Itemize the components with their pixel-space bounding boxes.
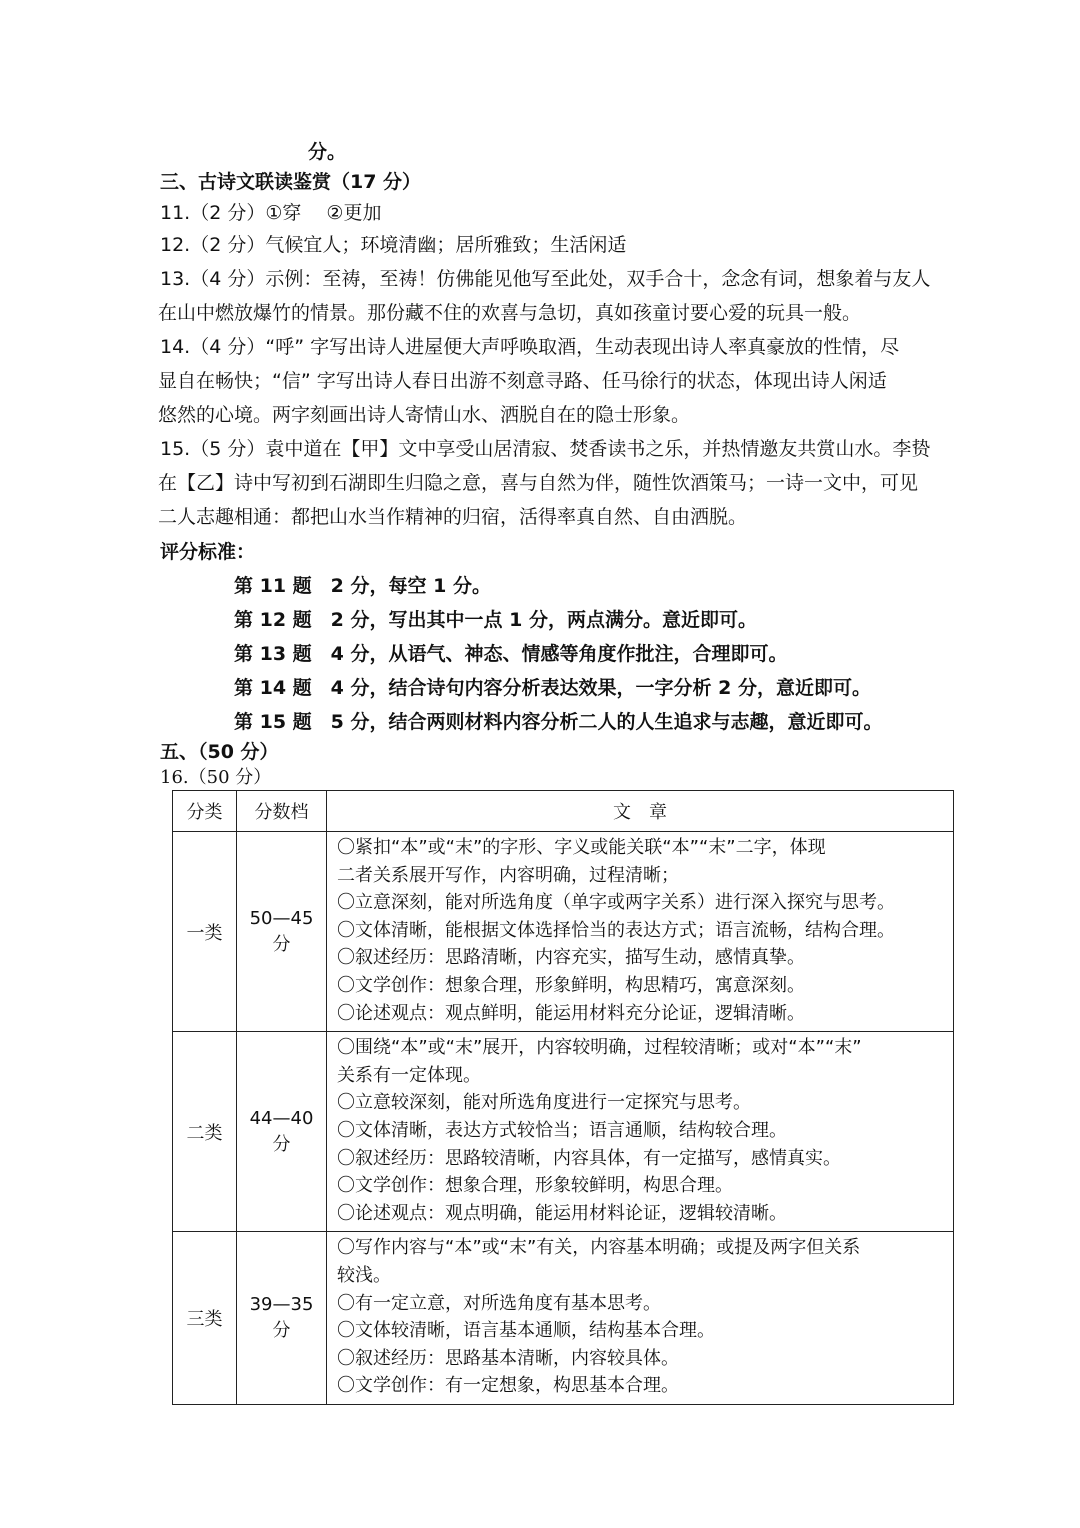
top-fragment: 分。 (308, 141, 347, 163)
answer-14-line-3: 悠然的心境。两字刻画出诗人寄情山水、洒脱自在的隐士形象。 (158, 404, 691, 426)
score-range: 39—35 (249, 1294, 314, 1316)
answer-15-line-3: 二人志趣相通：都把山水当作精神的归宿，活得率真自然、自由洒脱。 (158, 506, 748, 528)
score-unit: 分 (272, 1320, 291, 1342)
answer-14-line-2: 显自在畅快；“信” 字写出诗人春日出游不刻意寻路、任马徐行的状态，体现出诗人闲适 (158, 370, 887, 392)
criteria-line: 〇有一定立意，对所选角度有基本思考。 (337, 1292, 661, 1314)
criteria-line: 〇文体清晰，表达方式较恰当；语言通顺，结构较合理。 (337, 1119, 787, 1141)
section3-title: 三、古诗文联读鉴赏（17 分） (160, 171, 422, 193)
criteria-line: 〇叙述经历：思路清晰，内容充实，描写生动，感情真挚。 (337, 947, 805, 969)
score-cell (237, 832, 327, 1032)
criteria-line: 〇论述观点：观点明确，能运用材料论证，逻辑较清晰。 (337, 1202, 787, 1224)
scoring-item-13: 第 13 题 4 分，从语气、神态、情感等角度作批注，合理即可。 (234, 643, 788, 665)
score-unit: 分 (272, 933, 291, 955)
criteria-line: 〇立意深刻，能对所选角度（单字或两字关系）进行深入探究与思考。 (337, 892, 895, 914)
criteria-line: 关系有一定体现。 (337, 1064, 481, 1086)
criteria-line: 〇写作内容与“本”或“末”有关，内容基本明确；或提及两字但关系 (337, 1237, 861, 1259)
table-header-row (173, 791, 954, 832)
criteria-line: 〇叙述经历：思路基本清晰，内容较具体。 (337, 1347, 679, 1369)
score-range: 50—45 (249, 907, 314, 929)
answer-13-line-1: 13.（4 分）示例：至祷，至祷！仿佛能见他写至此处，双手合十，念念有词，想象着与友人 (160, 268, 930, 290)
scoring-item-14: 第 14 题 4 分，结合诗句内容分析表达效果，一字分析 2 分，意近即可。 (234, 677, 871, 699)
scoring-item-11: 第 11 题 2 分，每空 1 分。 (234, 575, 491, 597)
scoring-item-12: 第 12 题 2 分，写出其中一点 1 分，两点满分。意近即可。 (234, 609, 757, 631)
header-category: 分类 (173, 791, 237, 832)
criteria-line: 〇紧扣“本”或“末”的字形、字义或能关联“本”“末”二字，体现 (337, 837, 826, 858)
answer-13-line-2: 在山中燃放爆竹的情景。那份藏不住的欢喜与急切，真如孩童讨要心爱的玩具一般。 (158, 302, 862, 324)
header-article: 文 章 (327, 791, 954, 832)
criteria-line: 〇文学创作：想象合理，形象鲜明，构思精巧，寓意深刻。 (337, 974, 805, 996)
answer-15-line-2: 在【乙】诗中写初到石湖即生归隐之意，喜与自然为伴，随性饮酒策马；一诗一文中，可见 (158, 472, 919, 494)
criteria-line: 〇论述观点：观点鲜明，能运用材料充分论证，逻辑清晰。 (337, 1002, 805, 1024)
criteria-line: 二者关系展开写作，内容明确，过程清晰； (337, 864, 679, 886)
rubric-table (172, 790, 954, 1405)
category-cell: 二类 (173, 1032, 237, 1232)
criteria-line: 〇立意较深刻，能对所选角度进行一定探究与思考。 (337, 1092, 751, 1114)
criteria-line: 〇文学创作：想象合理，形象较鲜明，构思合理。 (337, 1175, 733, 1197)
criteria-cell (327, 832, 954, 1032)
criteria-line: 〇围绕“本”或“末”展开，内容较明确，过程较清晰；或对“本”“末” (337, 1037, 862, 1059)
table-row (173, 1232, 954, 1405)
section5-title: 五、（50 分） (160, 741, 279, 763)
criteria-line: 〇文体较清晰，语言基本通顺，结构基本合理。 (337, 1320, 715, 1342)
criteria-line: 较浅。 (337, 1264, 391, 1286)
score-cell (237, 1032, 327, 1232)
score-range: 44—40 (249, 1107, 314, 1129)
criteria-cell (327, 1032, 954, 1232)
answer-14-line-1: 14.（4 分）“呼” 字写出诗人进屋便大声呼唤取酒，生动表现出诗人率真豪放的性情，尽 (160, 336, 900, 358)
answer-15-line-1: 15.（5 分）袁中道在【甲】文中享受山居清寂、焚香读书之乐，并热情邀友共赏山水。李贽 (160, 438, 930, 460)
q16-title: 16.（50 分） (160, 767, 272, 788)
category-cell: 三类 (173, 1232, 237, 1405)
scoring-title: 评分标准： (160, 541, 256, 563)
category-cell: 一类 (173, 832, 237, 1032)
table-row (173, 1032, 954, 1232)
criteria-line: 〇文学创作：有一定想象，构思基本合理。 (337, 1375, 679, 1397)
score-cell (237, 1232, 327, 1405)
answer-12: 12.（2 分）气候宜人；环境清幽；居所雅致；生活闲适 (160, 234, 627, 256)
answer-11: 11.（2 分）①穿 ②更加 (160, 202, 382, 224)
criteria-line: 〇文体清晰，能根据文体选择恰当的表达方式；语言流畅，结构合理。 (337, 919, 895, 941)
scoring-item-15: 第 15 题 5 分，结合两则材料内容分析二人的人生追求与志趣，意近即可。 (234, 711, 883, 733)
header-score: 分数档 (237, 791, 327, 832)
table-row (173, 832, 954, 1032)
score-unit: 分 (272, 1133, 291, 1155)
criteria-cell (327, 1232, 954, 1405)
criteria-line: 〇叙述经历：思路较清晰，内容具体，有一定描写，感情真实。 (337, 1147, 841, 1169)
